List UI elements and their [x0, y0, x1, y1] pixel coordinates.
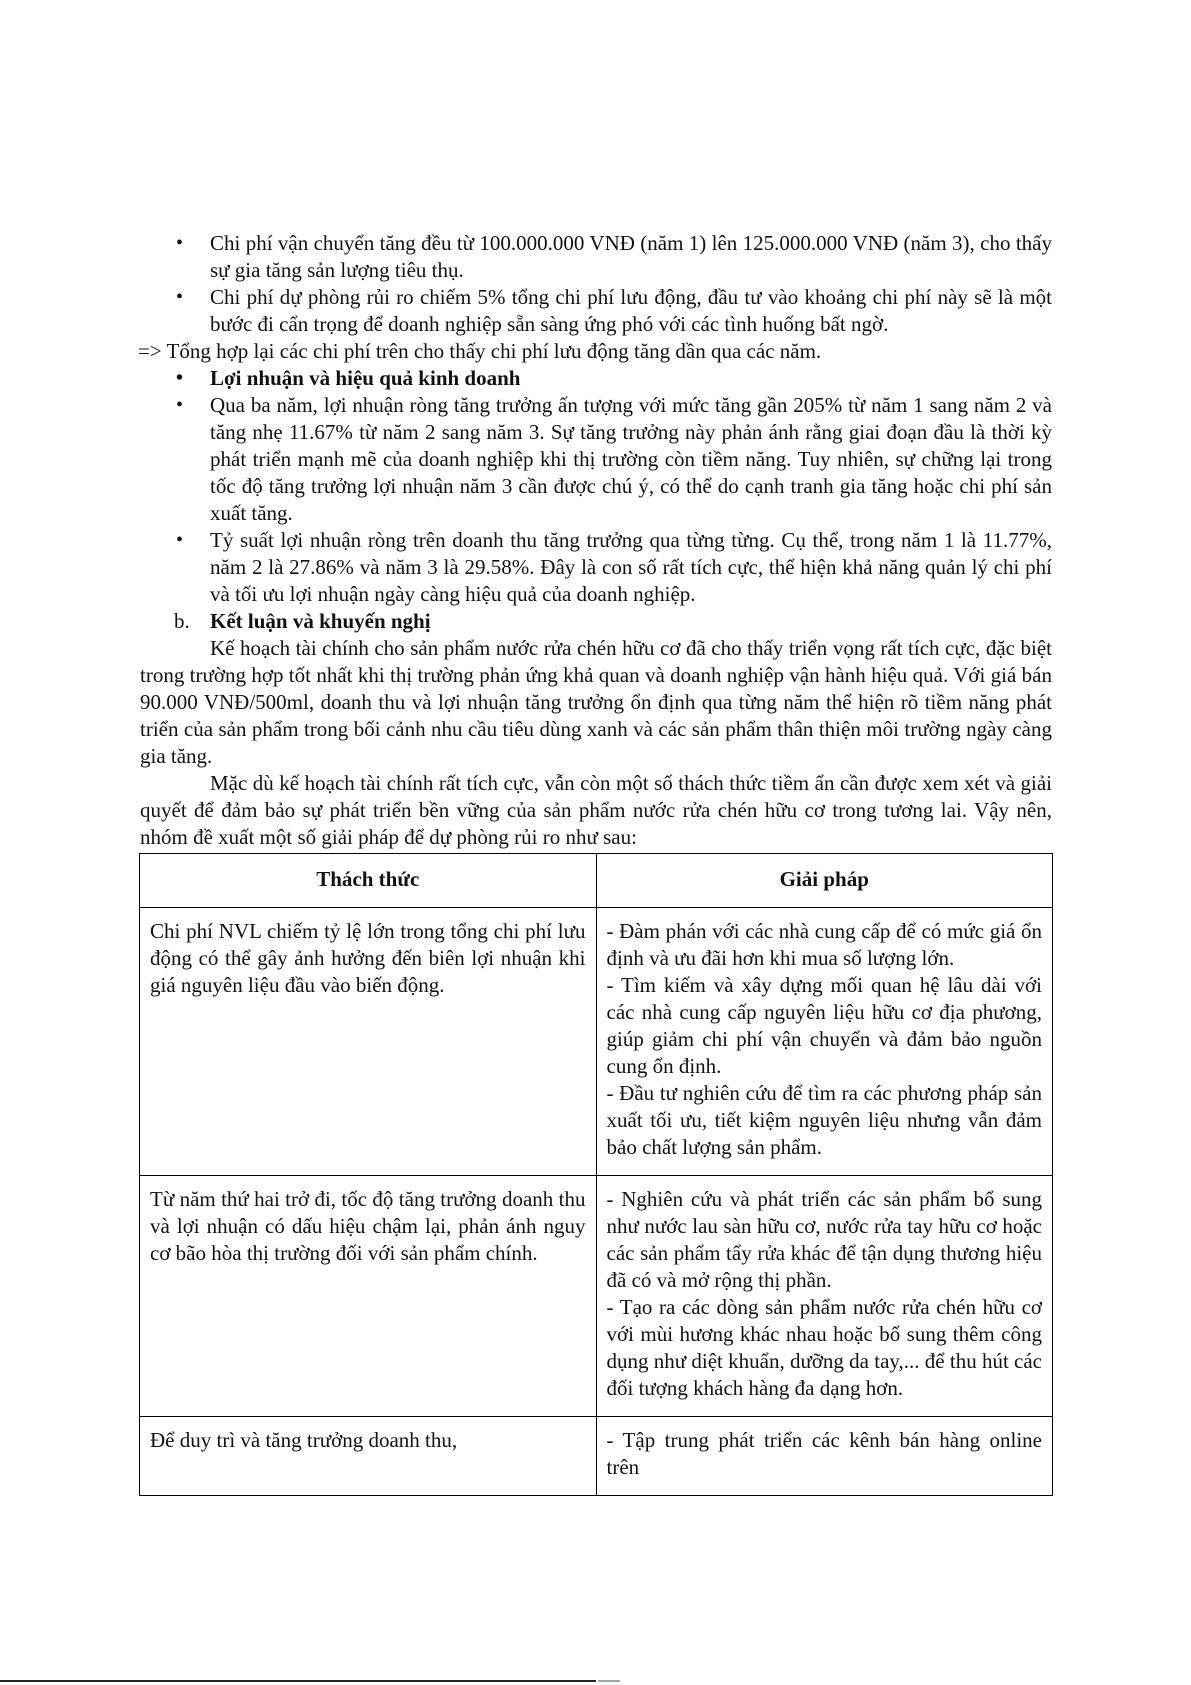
challenge-cell: Chi phí NVL chiếm tỷ lệ lớn trong tổng chi phí lưu động có thể gây ảnh hưởng đến biên lợi nhuận khi giá nguyên liệu đầu vào biến động. — [140, 908, 597, 1176]
risk-solution-table — [139, 853, 1053, 1496]
conclusion-paragraph-2: Mặc dù kế hoạch tài chính rất tích cực, vẫn còn một số thách thức tiềm ẩn cần được xem xét và giải quyết để đảm bảo sự phát triển bền vững của sản phẩm nước rửa chén hữu cơ trong tương lai. Vậy nên, nhóm đề xuất một số giải pháp để dự phòng rủi ro như sau: — [140, 771, 1052, 849]
section-marker: b. — [174, 609, 190, 633]
table-header-row — [140, 854, 1053, 908]
cost-summary: => Tổng hợp lại các chi phí trên cho thấy chi phí lưu động tăng dần qua các năm. — [138, 339, 822, 363]
challenge-cell: Để duy trì và tăng trưởng doanh thu, — [140, 1417, 597, 1496]
divider-segment — [598, 1680, 620, 1682]
solution-line: - Đầu tư nghiên cứu để tìm ra các phương pháp sản xuất tối ưu, tiết kiệm nguyên liệu nhưng vẫn đảm bảo chất lượng sản phẩm. — [606, 1081, 1042, 1159]
list-item: • Chi phí vận chuyển tăng đều từ 100.000.000 VNĐ (năm 1) lên 125.000.000 VNĐ (năm 3), cho thấy sự gia tăng sản lượng tiêu thụ. — [140, 230, 1052, 284]
table-row — [140, 908, 1053, 1176]
conclusion-paragraph-1: Kế hoạch tài chính cho sản phẩm nước rửa chén hữu cơ đã cho thấy triển vọng rất tích cực, đặc biệt trong trường hợp tốt nhất khi thị trường phản ứng khả quan và doanh nghiệp vận hành hiệu quả. Với giá bán 90.000 VNĐ/500ml, doanh thu và lợi nhuận tăng trưởng ổn định qua từng năm thể hiện rõ tiềm năng phát triển của sản phẩm trong bối cảnh nhu cầu tiêu dùng xanh và các sản phẩm thân thiện môi trường ngày càng gia tăng. — [140, 636, 1052, 768]
list-item: • Qua ba năm, lợi nhuận ròng tăng trưởng ấn tượng với mức tăng gần 205% từ năm 1 sang năm 2 và tăng nhẹ 11.67% từ năm 2 sang năm 3. Sự tăng trưởng này phản ánh rằng giai đoạn đầu là thời kỳ phát triển mạnh mẽ của doanh nghiệp khi thị trường còn tiềm năng. Tuy nhiên, sự chững lại trong tốc độ tăng trưởng lợi nhuận năm 3 cần được chú ý, có thể do cạnh tranh gia tăng hoặc chi phí sản xuất tăng. — [140, 392, 1052, 527]
document-page — [140, 230, 1052, 1496]
table-row — [140, 1417, 1053, 1496]
divider-segment — [0, 1680, 596, 1682]
table-row — [140, 1176, 1053, 1417]
page-bottom-divider — [0, 1680, 1191, 1683]
profit-bullet-list — [140, 365, 1052, 608]
solution-line: - Đàm phán với các nhà cung cấp để có mức giá ổn định và ưu đãi hơn khi mua số lượng lớn. — [606, 919, 1042, 970]
conclusion-heading — [140, 608, 1052, 635]
cost-bullet-list — [140, 230, 1052, 338]
section-title: Kết luận và khuyến nghị — [210, 609, 431, 633]
profit-heading: • Lợi nhuận và hiệu quả kinh doanh — [140, 365, 1052, 392]
column-header-challenge: Thách thức — [140, 854, 597, 908]
solution-line: - Tạo ra các dòng sản phẩm nước rửa chén hữu cơ với mùi hương khác nhau hoặc bổ sung thêm công dụng như diệt khuẩn, dưỡng da tay,... để thu hút các đối tượng khách hàng đa dạng hơn. — [606, 1295, 1042, 1400]
solution-cell — [596, 1417, 1053, 1496]
solution-line: - Nghiên cứu và phát triển các sản phẩm bổ sung như nước lau sàn hữu cơ, nước rửa tay hữu cơ hoặc các sản phẩm tẩy rửa khác để tận dụng thương hiệu đã có và mở rộng thị phần. — [606, 1187, 1042, 1292]
solution-line: - Tập trung phát triển các kênh bán hàng online trên — [606, 1428, 1042, 1479]
challenge-cell: Từ năm thứ hai trở đi, tốc độ tăng trưởng doanh thu và lợi nhuận có dấu hiệu chậm lại, phản ánh nguy cơ bão hòa thị trường đối với sản phẩm chính. — [140, 1176, 597, 1417]
solution-cell — [596, 1176, 1053, 1417]
list-item: • Chi phí dự phòng rủi ro chiếm 5% tổng chi phí lưu động, đầu tư vào khoảng chi phí này sẽ là một bước đi cẩn trọng để doanh nghiệp sẵn sàng ứng phó với các tình huống bất ngờ. — [140, 284, 1052, 338]
column-header-solution: Giải pháp — [596, 854, 1053, 908]
list-item: • Tỷ suất lợi nhuận ròng trên doanh thu tăng trưởng qua từng từng. Cụ thể, trong năm 1 là 11.77%, năm 2 là 27.86% và năm 3 là 29.58%. Đây là con số rất tích cực, thể hiện khả năng quản lý chi phí và tối ưu lợi nhuận ngày càng hiệu quả của doanh nghiệp. — [140, 527, 1052, 608]
solution-cell — [596, 908, 1053, 1176]
solution-line: - Tìm kiếm và xây dựng mối quan hệ lâu dài với các nhà cung cấp nguyên liệu hữu cơ địa phương, giúp giảm chi phí vận chuyển và đảm bảo nguồn cung ổn định. — [606, 973, 1042, 1078]
